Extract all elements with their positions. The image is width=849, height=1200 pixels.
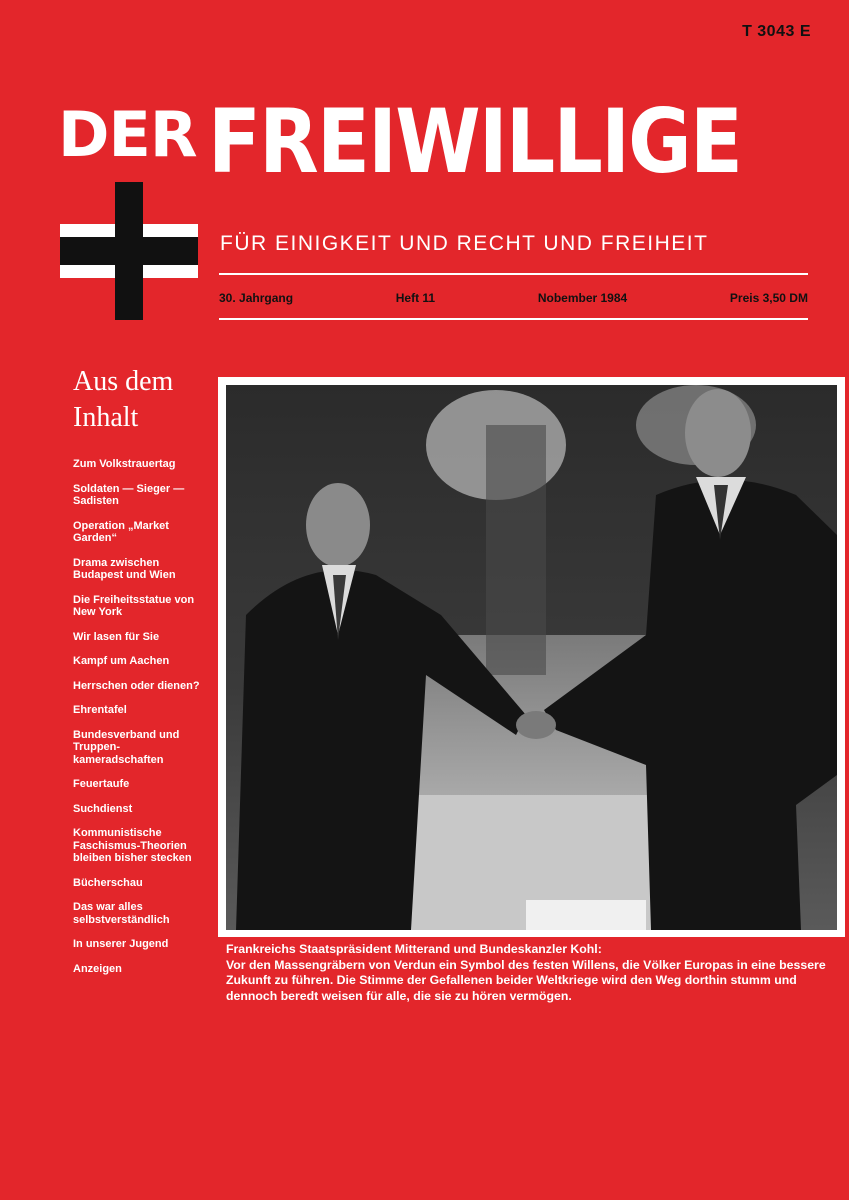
catalog-code: T 3043 E (742, 23, 811, 40)
contents-item: Feuertaufe (73, 778, 130, 790)
contents-item: Kommunistische Faschismus-Theorien bleiben bisher stecken (73, 827, 192, 864)
contents-item: Das war alles selbstverständlich (73, 901, 170, 926)
contents-item: Suchdienst (73, 802, 133, 815)
contents-item: Kampf um Aachen (73, 655, 170, 667)
price-label: Preis 3,50 DM (729, 291, 808, 305)
issue-date: Nobember 1984 (537, 291, 628, 305)
issue-number: Heft 11 (395, 291, 436, 305)
caption-body: Vor den Massengräbern von Verdun ein Symbol des festen Willens, die Völker Europas in eine bessere Zukunft zu führen. Die Stimme der Gefallenen beider Weltkriege wird den Weg dorthin stumm und dennoch beredt weisen für alle, die sie zu hören vermögen. (226, 957, 826, 1003)
photo-caption (226, 942, 826, 1004)
contents-item: Drama zwischen Budapest und Wien (73, 556, 176, 581)
cover-photo-frame (218, 377, 845, 937)
volume-label: 30. Jahrgang (219, 291, 294, 305)
masthead-title: FREIWILLIGE (208, 90, 742, 193)
contents-item: Operation „Market Garden“ (73, 519, 169, 544)
divider-bottom (219, 318, 808, 320)
contents-item: Herrschen oder dienen? (73, 679, 200, 692)
contents-item: Anzeigen (73, 962, 122, 975)
contents-list (73, 458, 201, 987)
contents-item: In unserer Jugend (73, 938, 169, 950)
caption-heading: Frankreichs Staatspräsident Mitterand und Bundeskanzler Kohl: (226, 942, 602, 956)
contents-heading: Aus dem Inhalt (73, 366, 174, 433)
contents-item: Soldaten — Sieger — Sadisten (73, 482, 185, 507)
issue-info (219, 291, 808, 305)
tagline: FÜR EINIGKEIT UND RECHT UND FREIHEIT (220, 232, 709, 255)
contents-item: Bücherschau (73, 876, 143, 889)
contents-item: Wir lasen für Sie (73, 630, 160, 643)
contents-item: Zum Volkstrauertag (73, 458, 176, 470)
contents-item: Die Freiheitsstatue von New York (73, 593, 195, 618)
masthead-der: DER (58, 98, 197, 171)
divider-top (219, 273, 808, 275)
contents-item: Bundesverband und Truppen-kameradschaften (73, 728, 180, 766)
cover-photo (226, 385, 837, 930)
iron-cross-logo (60, 182, 198, 320)
contents-item: Ehrentafel (73, 704, 127, 716)
